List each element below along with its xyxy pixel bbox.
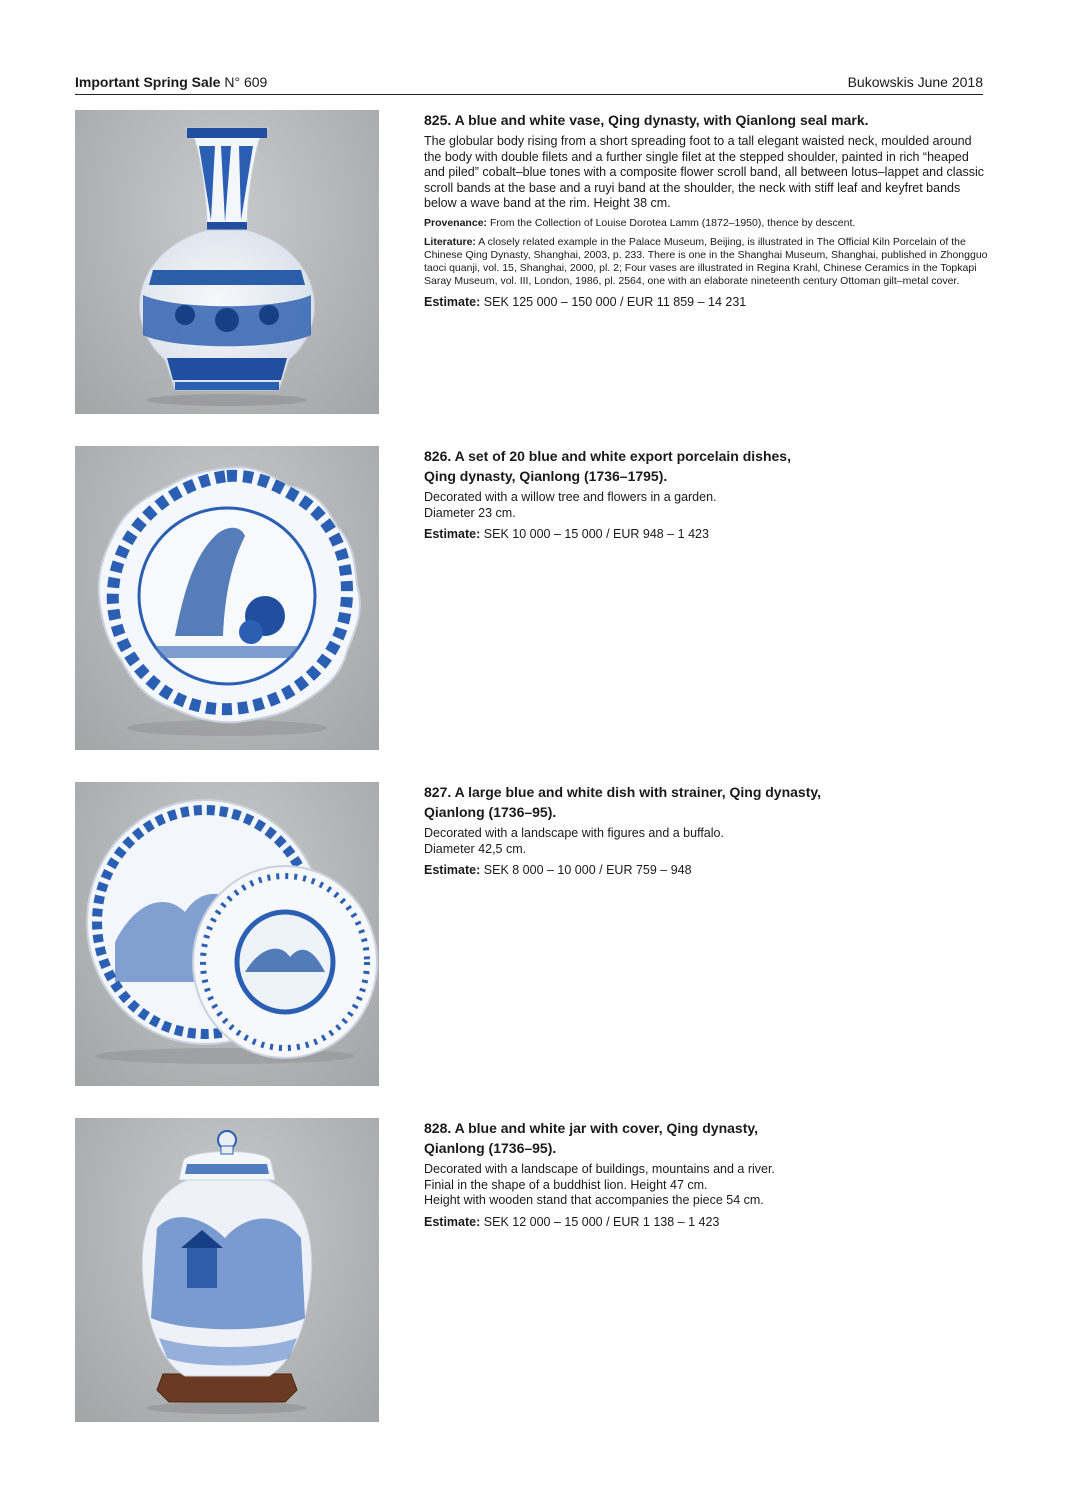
desc-line-2: Diameter 23 cm. [424,505,516,520]
title-line-2: Qianlong (1736–95). [424,804,557,820]
lot-826-title [424,446,989,486]
lot-828-photo[interactable] [75,1118,379,1422]
lot-826-photo[interactable] [75,446,379,750]
estimate-value: SEK 12 000 – 15 000 / EUR 1 138 – 1 423 [483,1214,720,1229]
desc-line-2: Diameter 42,5 cm. [424,841,527,856]
lot-828-title [424,1118,989,1158]
desc-line-1: Decorated with a willow tree and flowers in a garden. [424,490,717,504]
jar-image [75,1118,379,1422]
desc-line-2: Finial in the shape of a buddhist lion. Height 47 cm. [424,1177,708,1192]
title-line-1: 828. A blue and white jar with cover, Qing dynasty, [424,1120,759,1136]
desc-line-3: Height with wooden stand that accompanies the piece 54 cm. [424,1193,764,1208]
estimate-value: SEK 8 000 – 10 000 / EUR 759 – 948 [483,863,692,878]
auction-date: Bukowskis June 2018 [847,74,983,90]
lot-828-text [424,1118,989,1230]
title-line-2: Qing dynasty, Qianlong (1736–1795). [424,468,668,484]
lot-825-title: 825. A blue and white vase, Qing dynasty, with Qianlong seal mark. [424,112,869,128]
lot-826-description [424,490,989,521]
title-line-1: 826. A set of 20 blue and white export porcelain dishes, [424,448,791,464]
vase-image [75,110,379,414]
provenance-text: From the Collection of Louise Dorotea Lamm (1872–1950), thence by descent. [489,216,856,229]
dish-strainer-image [75,782,379,1086]
lot-827-description [424,826,989,857]
lot-827-photo[interactable] [75,782,379,1086]
estimate-label: Estimate: [424,1214,481,1229]
estimate-label: Estimate: [424,294,481,309]
lot-825-description: The globular body rising from a short spreading foot to a tall elegant waisted neck, moulded around the body with double filets and a further single filet at the stepped shoulder, painted in rich “heaped and piled” cobalt–blue tones with a composite flower scroll band, all between lotus–lappet and classic scroll bands at the base and a ruyi band at the shoulder, the neck with stiff leaf and keyfret bands below a wave band at the rim. Height 38 cm. [424,134,985,211]
lot-827 [75,782,983,1086]
lot-828 [75,1118,983,1422]
literature-text: A closely related example in the Palace Museum, Beijing, is illustrated in The Official Kiln Porcelain of the Chinese Qing Dynasty, Shanghai, 2003, p. 233. There is one in the Shanghai Museum, Shanghai, published in Zhongguo taoci quanji, vol. 15, Shanghai, 2000, pl. 2; Four vases are illustrated in Regina Krahl, Chinese Ceramics in the Topkapi Saray Museum, vol. III, London, 1986, pl. 2564, one with an elaborate nineteenth century Ottoman gilt–metal cover. [424,235,988,287]
lot-826 [75,446,983,750]
sale-number: N° 609 [224,74,268,90]
lot-826-text [424,446,989,542]
title-line-2: Qianlong (1736–95). [424,1140,557,1156]
estimate-label: Estimate: [424,863,481,878]
lot-827-text [424,782,989,878]
lot-825-photo[interactable] [75,110,379,414]
lot-825-literature [424,236,989,288]
lot-825 [75,110,988,414]
lot-828-description [424,1162,989,1209]
lot-825-text [424,110,989,310]
sale-title [75,74,267,90]
desc-line-1: Decorated with a landscape with figures and a buffalo. [424,826,724,840]
estimate-value: SEK 10 000 – 15 000 / EUR 948 – 1 423 [483,527,709,542]
title-line-1: 827. A large blue and white dish with strainer, Qing dynasty, [424,784,822,800]
desc-line-1: Decorated with a landscape of buildings, mountains and a river. [424,1162,775,1176]
sale-name: Important Spring Sale [75,74,221,90]
estimate-label: Estimate: [424,527,481,542]
literature-label: Literature: [424,235,476,248]
lot-827-estimate [424,862,989,878]
lot-826-estimate [424,526,989,542]
dish-image [75,446,379,750]
lot-825-estimate [424,294,989,310]
provenance-label: Provenance: [424,216,488,229]
lot-825-provenance [424,217,989,230]
lot-828-estimate [424,1214,989,1230]
estimate-value: SEK 125 000 – 150 000 / EUR 11 859 – 14 231 [483,294,747,309]
page-header [75,72,983,95]
lot-827-title [424,782,989,822]
